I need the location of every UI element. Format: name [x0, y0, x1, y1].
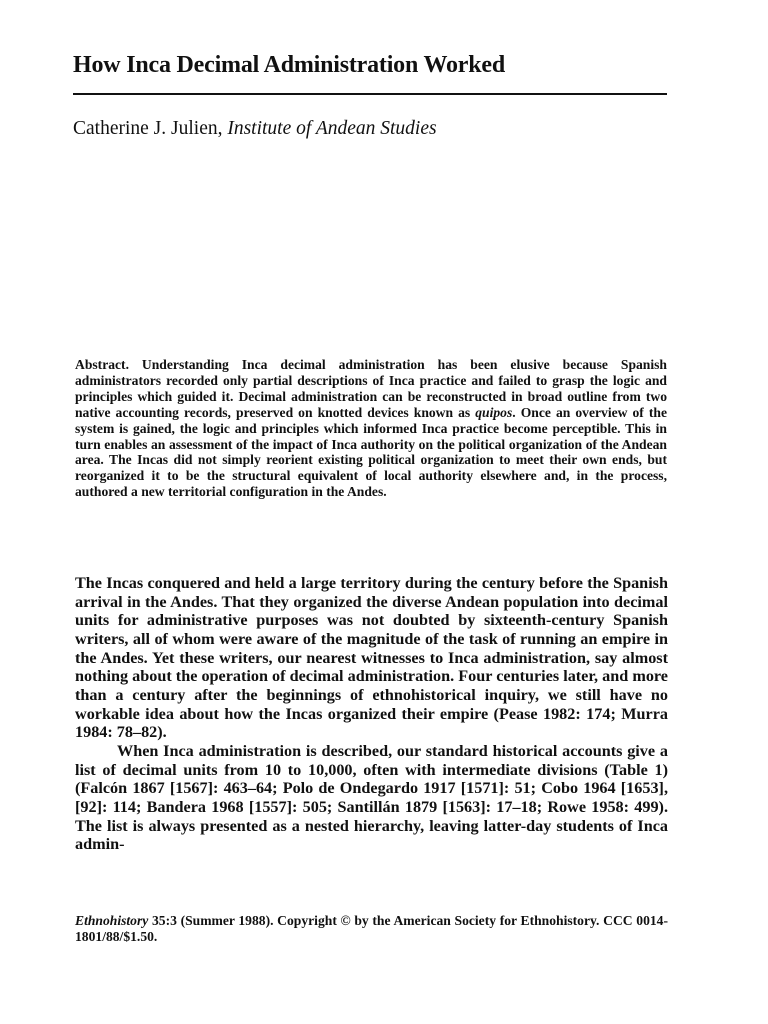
- author-line: [73, 116, 437, 142]
- abstract-text-2: . Once an overview of the system is gained, the logic and principles which informed Inca practice become perceptible. This in turn enables an assessment of the impact of Inca authority on the political organization of the Andean area. The Incas did not simply reorient existing political organization to meet their own ends, but reorganized it to be the structural equivalent of local authority elsewhere and, in the process, authored a new territorial configuration in the Andes.: [75, 404, 667, 500]
- body-paragraph-2: When Inca administration is described, our standard historical accounts give a list of decimal units from 10 to 10,000, often with intermediate divisions (Table 1) (Falcón 1867 [1567]: 463–64; Polo de Ondegardo 1917 [1571]: 51; Cobo 1964 [1653], [92]: 114; Bandera 1968 [1557]: 505; Santillán 1879 [1563]: 17–18; Rowe 1958: 499). The list is always presented as a nested hierarchy, leaving latter-day students of Inca admin-: [75, 741, 668, 854]
- abstract-emphasis: quipos: [475, 404, 513, 420]
- footnote-journal: Ethnohistory: [75, 913, 149, 928]
- body-paragraph-1: The Incas conquered and held a large territory during the century before the Spanish arrival in the Andes. That they organized the diverse Andean population into decimal units for administrative purposes was not doubted by sixteenth-century Spanish writers, all of whom were aware of the magnitude of the task of running an empire in the Andes. Yet these writers, our nearest witnesses to Inca administration, say almost nothing about the operation of decimal administration. Four centuries later, and more than a century after the beginnings of ethnohistorical inquiry, we still have no workable idea about how the Incas organized their empire (Pease 1982: 174; Murra 1984: 78–82).: [75, 574, 668, 742]
- author-affiliation: Institute of Andean Studies: [227, 118, 437, 139]
- abstract: [75, 357, 667, 500]
- body-text: [75, 574, 668, 854]
- abstract-label: Abstract.: [75, 357, 129, 372]
- footnote-text: 35:3 (Summer 1988). Copyright © by the American Society for Ethnohistory. CCC 0014-1801/88/$1.50.: [75, 913, 668, 944]
- author-name: Catherine J. Julien,: [73, 118, 228, 139]
- footnote: [75, 913, 668, 945]
- article-title: How Inca Decimal Administration Worked: [73, 52, 505, 78]
- abstract-text-1: Understanding Inca decimal administration has been elusive because Spanish administrators recorded only partial descriptions of Inca practice and failed to grasp the logic and principles which guided it. Decimal administration can be reconstructed in broad outline from two native accounting records, preserved on knotted devices known as: [75, 357, 667, 420]
- title-rule: [73, 93, 667, 95]
